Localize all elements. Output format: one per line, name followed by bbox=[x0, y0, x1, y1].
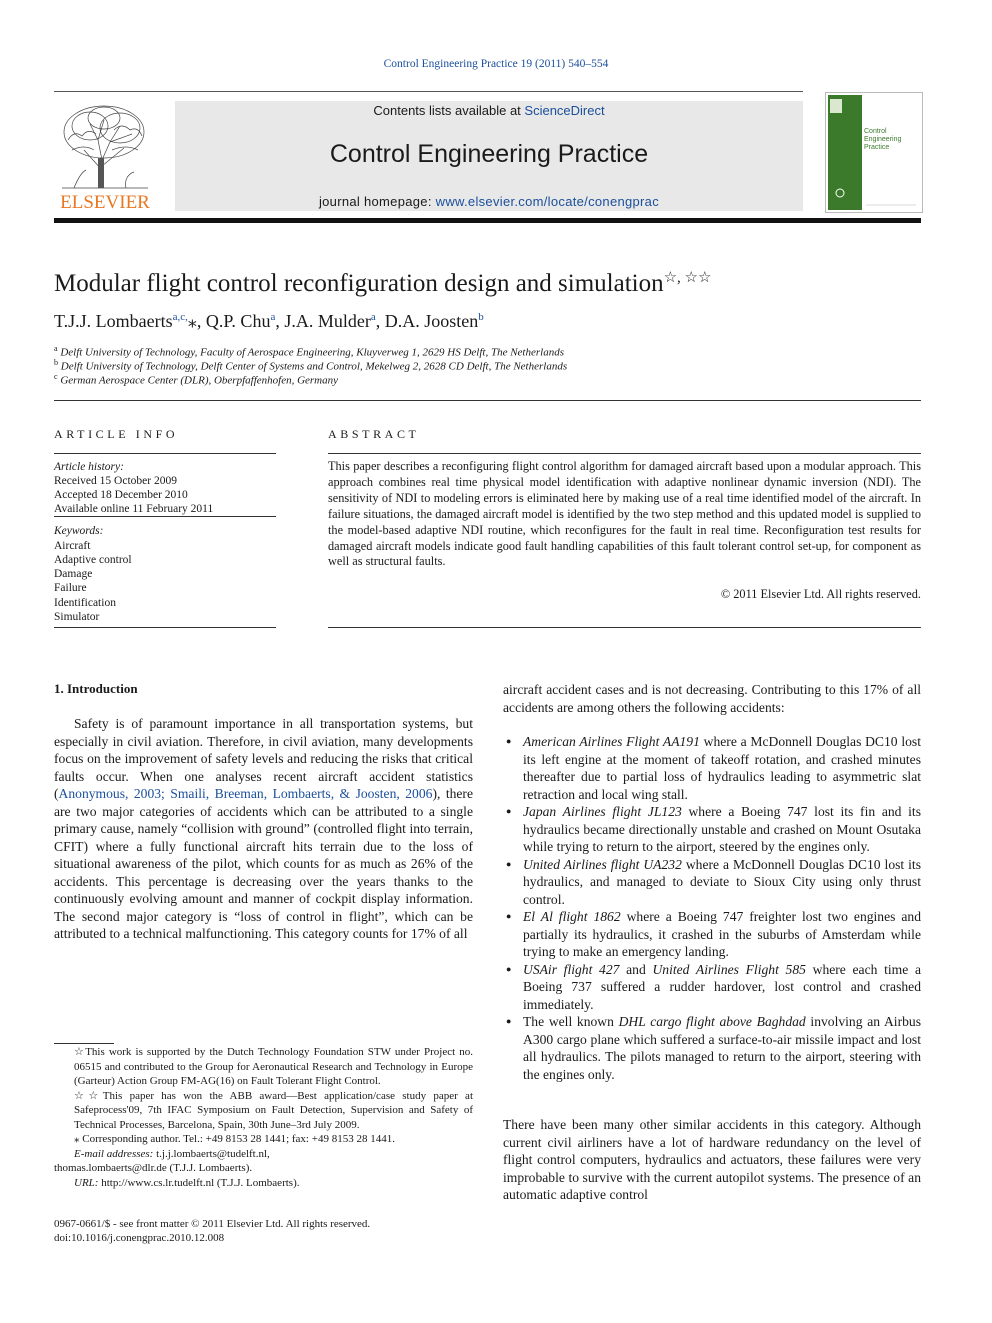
list-item: ● El Al flight 1862 where a Boeing 747 freighter lost two engines and partially its hydraulics, it crashed in the suburbs of Amsterdam while trying to make an emergency landing. bbox=[503, 908, 921, 961]
list-item: ● Japan Airlines flight JL123 where a Boeing 747 lost its fin and its hydraulics became directionally unstable and crashed on Mount Osutaka while trying to return to the airport, steered by the engines only. bbox=[503, 803, 921, 856]
front-matter-line: 0967-0661/$ - see front matter © 2011 Elsevier Ltd. All rights reserved. bbox=[54, 1218, 371, 1230]
citation-link[interactable]: Control Engineering Practice 19 (2011) 540–554 bbox=[383, 58, 609, 70]
author-affiliation-marks[interactable]: a,c, bbox=[172, 311, 188, 323]
svg-text:Practice: Practice bbox=[864, 144, 890, 151]
svg-text:Engineering: Engineering bbox=[864, 136, 902, 143]
footnote-rule bbox=[54, 1043, 114, 1044]
accident-list bbox=[503, 733, 921, 1083]
article-title: Modular flight control reconfiguration design and simulation☆, ☆☆ bbox=[54, 270, 712, 297]
keywords-label: Keywords: bbox=[54, 525, 104, 537]
journal-cover-image bbox=[826, 93, 922, 212]
list-item: ● USAir flight 427 and United Airlines Flight 585 where each time a Boeing 737 suffered a rudder hardover, lost control and crashed immediately. bbox=[503, 961, 921, 1014]
intro-paragraph-continued: aircraft accident cases and is not decreasing. Contributing to this 17% of all accidents are among others the following accidents: bbox=[503, 682, 921, 715]
reference-link[interactable]: Anonymous, 2003; Smaili, Breeman, Lombaerts, & Joosten, 2006 bbox=[58, 786, 433, 801]
journal-name: Control Engineering Practice bbox=[329, 140, 649, 168]
keyword: Failure bbox=[54, 582, 87, 594]
author-affiliation-marks[interactable]: a bbox=[370, 311, 376, 323]
elsevier-logo bbox=[54, 100, 156, 212]
history-online: Available online 11 February 2011 bbox=[54, 503, 214, 515]
article-info-rule bbox=[54, 627, 276, 628]
contents-available-line: Contents lists available at ScienceDirect bbox=[373, 103, 605, 118]
history-accepted: Accepted 18 December 2010 bbox=[54, 489, 188, 501]
doi-link[interactable]: doi:10.1016/j.conengprac.2010.12.008 bbox=[54, 1232, 225, 1244]
affiliation-b: $^b$ Delft University of Technology, Delft Center of Systems and Control, Mekelweg 2, 2628 CD Delft, The Netherlands bbox=[54, 358, 568, 373]
affiliation-divider bbox=[54, 400, 921, 401]
journal-cover-thumbnail[interactable] bbox=[825, 92, 923, 213]
keyword: Simulator bbox=[54, 611, 100, 623]
abstract-rule bbox=[328, 627, 921, 628]
keyword: Identification bbox=[54, 597, 116, 609]
journal-homepage-line: journal homepage: www.elsevier.com/locate/conengprac bbox=[318, 194, 660, 209]
corresponding-author-note: ⁎ Corresponding author. Tel.: +49 8153 28 1441; fax: +49 8153 28 1441. bbox=[74, 1133, 395, 1145]
intro-paragraph: There have been many other similar accidents in this category. Although current civil airliners have a lot of hardware redundancy on the level of flight control computers, hydraulics and actuators, these failures were very improbable to survive with the current autopilot systems. The presence of an automatic adaptive control bbox=[503, 1117, 921, 1202]
author-affiliation-marks[interactable]: b bbox=[478, 311, 484, 323]
elsevier-wordmark: ELSEVIER bbox=[60, 192, 150, 212]
email-line-2[interactable]: thomas.lombaerts@dlr.de (T.J.J. Lombaerts). bbox=[54, 1162, 253, 1174]
footnote-2: ☆☆This paper has won the ABB award—Best application/case study paper at Safeprocess'09, 7th IFAC Symposium on Fault Detection, Supervision and Safety of Technical Processes, Barcelona, Spain, 30th June–3rd July 2009. bbox=[74, 1089, 473, 1131]
title-footnote-marks[interactable]: ☆, ☆☆ bbox=[663, 270, 712, 286]
author-list: T.J.J. Lombaerts$^{a,c,}$⁎, Q.P. Chu$^a$, J.A. Mulder$^a$, D.A. Joosten$^b$ bbox=[54, 311, 484, 331]
list-item: ● American Airlines Flight AA191 where a McDonnell Douglas DC10 lost its left engine at the moment of takeoff rotation, and crashed minutes thereafter due to partial loss of hydraulics leading to asymmetric slat retraction and local wing stall. bbox=[503, 733, 921, 803]
intro-paragraph: Safety is of paramount importance in all transportation systems, but especially in civil aviation. Therefore, in civil aviation, many developments focus on the improvement of safety levels and reducing the risks that critical faults occur. When one analyses recent aircraft accident statistics (Anonymous, 2003; Smaili, Breeman, Lombaerts, & Joosten, 2006), there are two major categories of accidents which can be attributed to a single primary cause, namely “collision with ground” (controlled flight into terrain, CFIT) where a fully functional aircraft hits terrain due to the loss of situational awareness of the pilot, which counts for as much as 26% of the accidents. This percentage is decreasing over the years thanks to the continuously evolving amount and manner of cockpit display information. The second major category is “loss of control in flight”, which can be attributed to a technical malfunctioning. This category counts for 17% of all bbox=[54, 716, 473, 941]
list-item: ● United Airlines flight UA232 where a McDonnell Douglas DC10 lost its hydraulics, and managed to deviate to Sioux City using only thrust control. bbox=[503, 856, 921, 909]
history-received: Received 15 October 2009 bbox=[54, 475, 177, 487]
article-info-rule bbox=[54, 516, 276, 517]
footnote-1: ☆This work is supported by the Dutch Technology Foundation STW under Project no. 06515 and contributed to the Group for Aeronautical Research and Technology in Europe (Garteur) Action Group FM-AG(16) on Fault Tolerant Flight Control. bbox=[74, 1046, 473, 1087]
author-name[interactable]: T.J.J. Lombaerts bbox=[54, 311, 173, 331]
keyword: Aircraft bbox=[54, 540, 91, 552]
abstract-text: This paper describes a reconfiguring flight control algorithm for damaged aircraft based upon a modular approach. This approach combines real time physical model identification with adaptive nonlinear dynamic inversion (NDI). The sensitivity of NDI to modeling errors is eliminated here by making use of a real time identified model of the aircraft. In failure situations, the damaged aircraft model is identified by the two step method and this updated model is supplied to the model-based adaptive NDI routine, which reconfigures for the fault in real time. Reconfiguration test results for damaged aircraft models indicate good fault handling capabilities of this fault tolerant control set-up, for component as well as structural faults. bbox=[328, 459, 921, 569]
abstract-heading: ABSTRACT bbox=[328, 427, 420, 441]
email-line: E-mail addresses: t.j.j.lombaerts@tudelft.nl, bbox=[74, 1147, 270, 1160]
section-heading-introduction: 1. Introduction bbox=[54, 681, 138, 696]
sciencedirect-link[interactable]: ScienceDirect bbox=[524, 103, 605, 118]
article-info-rule bbox=[54, 453, 276, 454]
header-divider bbox=[54, 91, 803, 92]
journal-homepage-link[interactable]: www.elsevier.com/locate/conengprac bbox=[435, 194, 660, 209]
svg-text:Control: Control bbox=[864, 128, 887, 135]
author-url-link[interactable]: http://www.cs.lr.tudelft.nl (T.J.J. Lombaerts). bbox=[101, 1176, 300, 1189]
affiliation-a: $^a$ Delft University of Technology, Faculty of Aerospace Engineering, Kluyverweg 1, 2629 HS Delft, The Netherlands bbox=[54, 344, 564, 359]
author-name[interactable]: J.A. Mulder bbox=[284, 311, 371, 331]
url-line: URL: http://www.cs.lr.tudelft.nl (T.J.J. Lombaerts). bbox=[74, 1176, 300, 1189]
article-info-heading: ARTICLE INFO bbox=[54, 427, 179, 441]
history-label: Article history: bbox=[54, 461, 124, 473]
author-name[interactable]: Q.P. Chu bbox=[205, 311, 271, 331]
elsevier-tree-icon bbox=[54, 100, 156, 212]
footnotes bbox=[54, 1045, 473, 1190]
header-thick-rule bbox=[54, 218, 921, 223]
abstract-rule bbox=[328, 453, 921, 454]
copyright-notice: © 2011 Elsevier Ltd. All rights reserved. bbox=[720, 587, 921, 601]
corresponding-author-mark[interactable]: ⁎ bbox=[187, 311, 197, 331]
author-name[interactable]: D.A. Joosten bbox=[384, 311, 479, 331]
affiliation-c: $^c$ German Aerospace Center (DLR), Oberpfaffenhofen, Germany bbox=[54, 372, 339, 387]
journal-citation[interactable] bbox=[0, 58, 992, 70]
email-link[interactable]: t.j.j.lombaerts@tudelft.nl, bbox=[156, 1147, 270, 1160]
keyword: Adaptive control bbox=[54, 554, 132, 566]
author-affiliation-marks[interactable]: a bbox=[270, 311, 276, 323]
list-item: ● The well known DHL cargo flight above Baghdad involving an Airbus A300 cargo plane which suffered a surface-to-air missile impact and lost all hydraulics. The pilots managed to return to the airport, steering with the engines only. bbox=[503, 1013, 921, 1083]
keyword: Damage bbox=[54, 568, 93, 580]
issn-doi-block bbox=[54, 1217, 370, 1245]
